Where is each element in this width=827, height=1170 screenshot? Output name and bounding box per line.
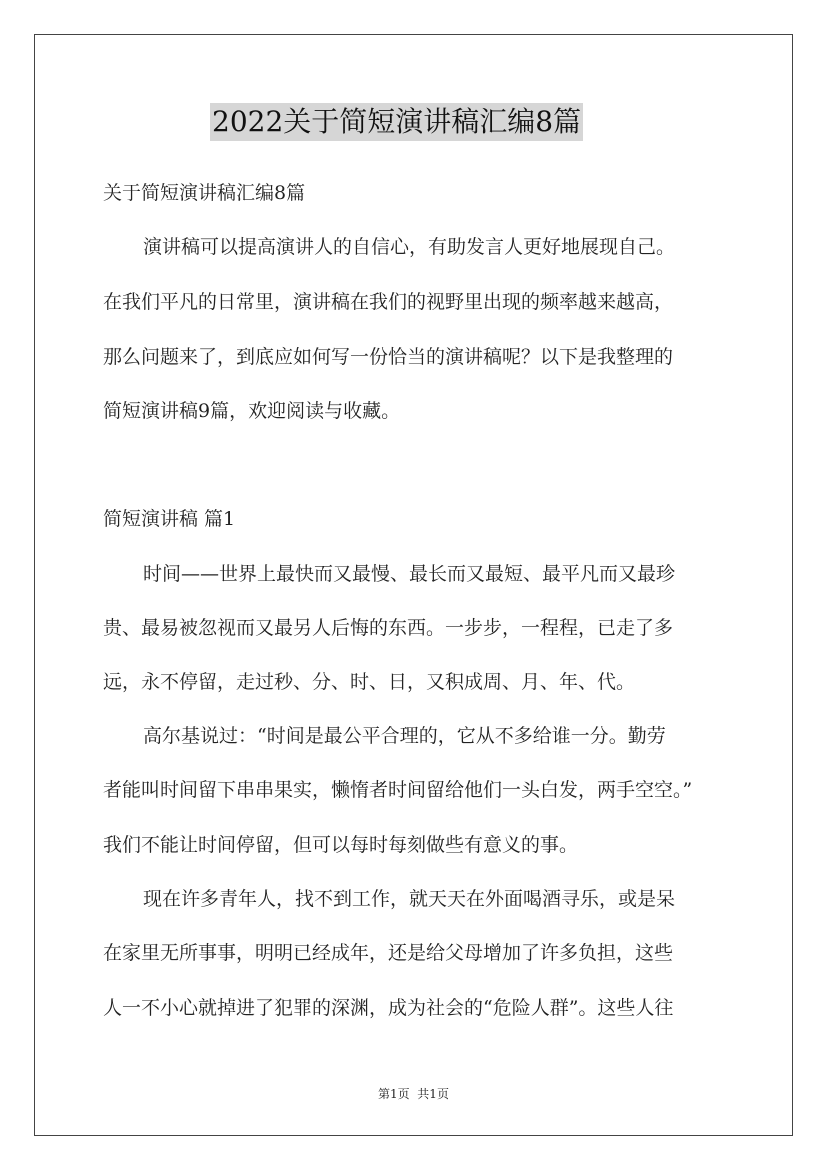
intro-paragraph-line: 在我们平凡的日常里，演讲稿在我们的视野里出现的频率越来越高，: [103, 291, 674, 313]
body-paragraph-line: 远，永不停留，走过秒、分、时、日，又积成周、月、年、代。: [103, 671, 636, 693]
page-number-footer: 第1页 共1页: [378, 1087, 449, 1101]
document-title: 2022关于简短演讲稿汇编8篇: [210, 103, 583, 141]
body-paragraph-line: 者能叫时间留下串串果实，懒惰者时间留给他们一头白发，两手空空。”: [103, 779, 693, 801]
document-subtitle: 关于简短演讲稿汇编8篇: [103, 182, 306, 204]
body-paragraph-line: 我们不能让时间停留，但可以每时每刻做些有意义的事。: [103, 834, 579, 856]
body-paragraph-line: 人一不小心就掉进了犯罪的深渊，成为社会的“危险人群”。这些人往: [103, 997, 674, 1019]
body-paragraph-line: 贵、最易被忽视而又最另人后悔的东西。一步步，一程程，已走了多: [103, 617, 674, 639]
intro-paragraph-line: 简短演讲稿9篇，欢迎阅读与收藏。: [103, 400, 401, 422]
intro-paragraph-line: 演讲稿可以提高演讲人的自信心，有助发言人更好地展现自己。: [143, 236, 676, 258]
intro-paragraph-line: 那么问题来了，到底应如何写一份恰当的演讲稿呢？以下是我整理的: [103, 346, 674, 368]
body-paragraph-line: 时间——世界上最快而又最慢、最长而又最短、最平凡而又最珍: [143, 563, 676, 585]
body-paragraph-line: 高尔基说过：“时间是最公平合理的，它从不多给谁一分。勤劳: [143, 725, 666, 747]
section-heading: 简短演讲稿 篇1: [103, 508, 236, 530]
body-paragraph-line: 现在许多青年人，找不到工作，就天天在外面喝酒寻乐，或是呆: [143, 888, 676, 910]
body-paragraph-line: 在家里无所事事，明明已经成年，还是给父母增加了许多负担，这些: [103, 942, 674, 964]
